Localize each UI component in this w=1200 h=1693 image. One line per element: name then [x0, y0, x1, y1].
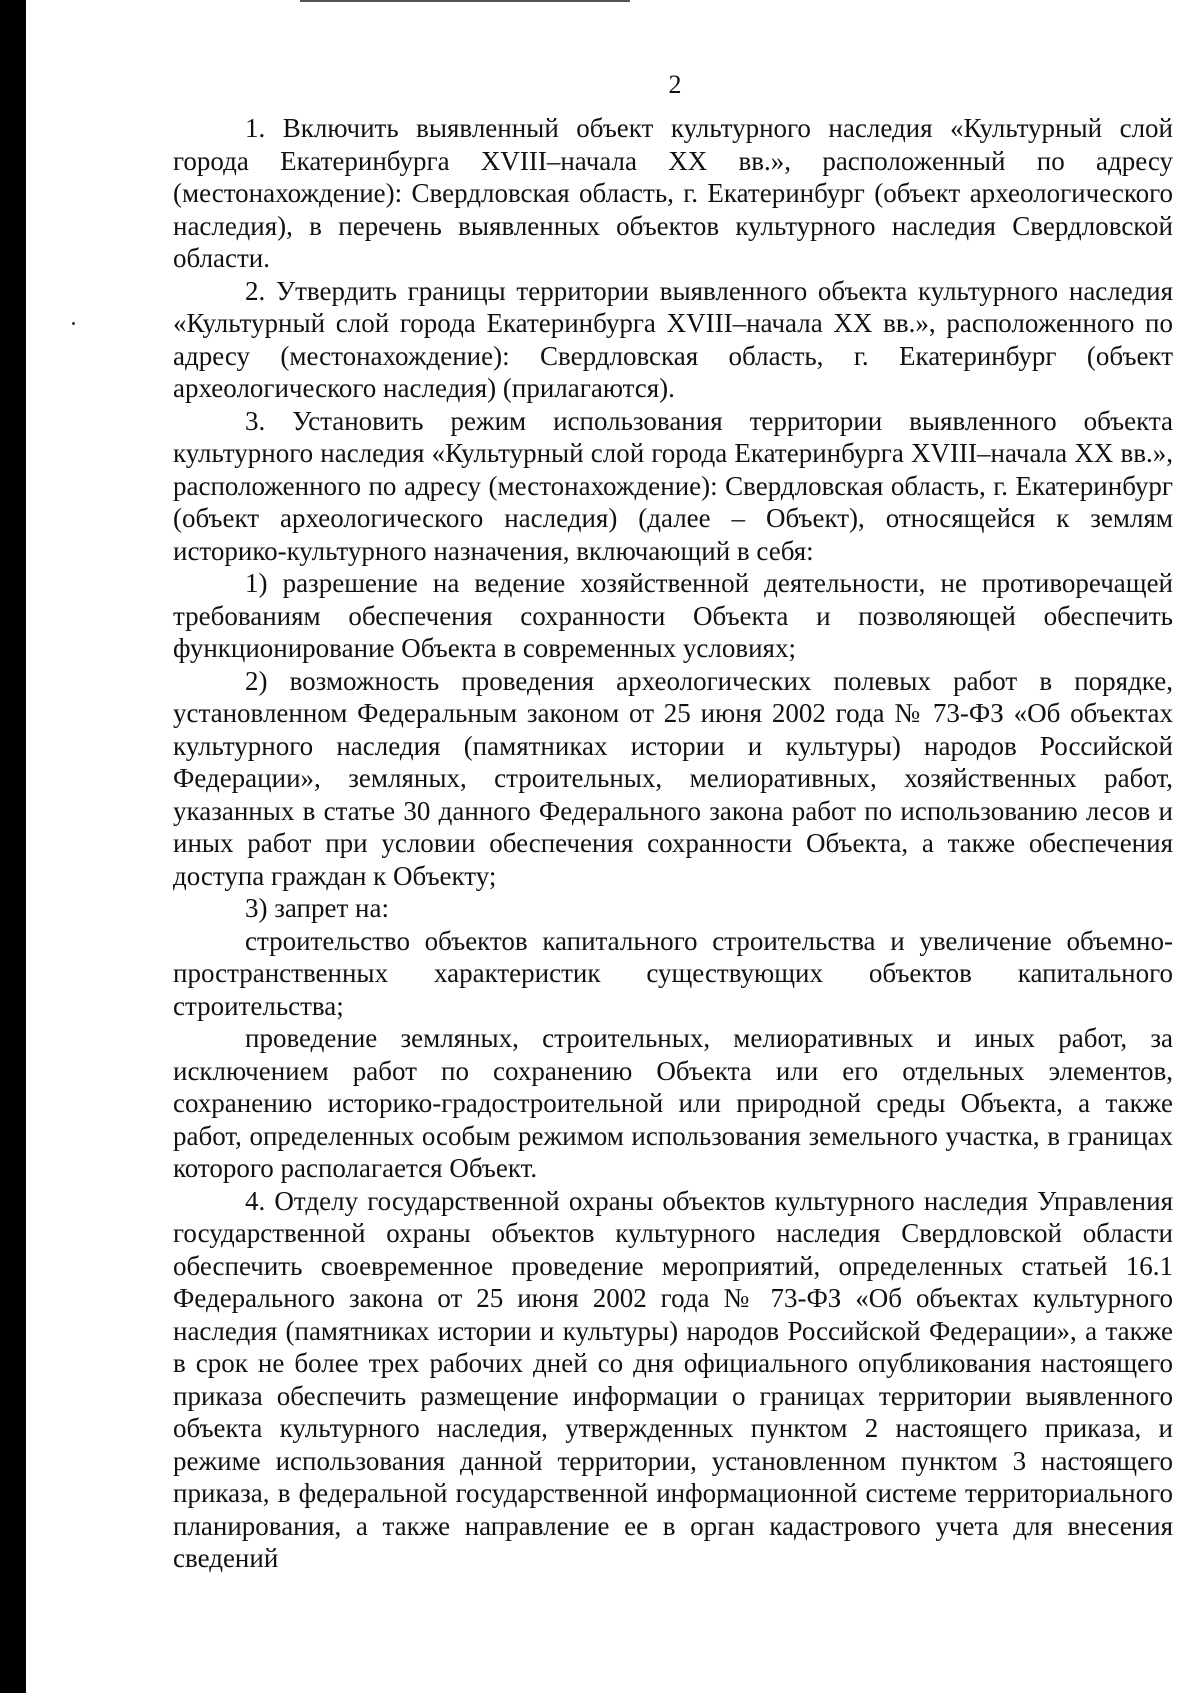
- scan-speck: [72, 322, 75, 325]
- paragraph-item-4: 4. Отделу государственной охраны объектов культурного наследия Управления государственной охраны объектов культурного наследия Свердловской области обеспечить своевременное проведение мероприятий, определенных статьей 16.1 Федерального закона от 25 июня 2002 года № 73-ФЗ «Об объектах культурного наследия (памятниках истории и культуры) народов Российской Федерации», а также в срок не более трех рабочих дней со дня официального опубликования настоящего приказа обеспечить размещение информации о границах территории выявленного объекта культурного наследия, утвержденных пунктом 2 настоящего приказа, и режиме использования данной территории, установленном пунктом 3 настоящего приказа, в федеральной государственной информационной системе территориального планирования, а также направление ее в орган кадастрового учета для внесения сведений: [173, 1185, 1173, 1573]
- document-body: [173, 112, 1173, 1575]
- paragraph-prohibition-1: строительство объектов капитального строительства и увеличение объемно-пространственных характеристик существующих объектов капитального строительства;: [173, 925, 1173, 1021]
- page-number: 2: [668, 70, 682, 99]
- scan-edge: [0, 0, 26, 1693]
- paragraph-subitem-2: 2) возможность проведения археологических полевых работ в порядке, установленном Федеральным законом от 25 июня 2002 года № 73-ФЗ «Об объектах культурного наследия (памятниках истории и культуры) народов Российской Федерации», земляных, строительных, мелиоративных, хозяйственных работ, указанных в статье 30 данного Федерального закона работ по использованию лесов и иных работ при условии обеспечения сохранности Объекта, а также обеспечения доступа граждан к Объекту;: [173, 665, 1173, 891]
- paragraph-subitem-1: 1) разрешение на ведение хозяйственной деятельности, не противоречащей требованиям обеспечения сохранности Объекта и позволяющей обеспечить функционирование Объекта в современных условиях;: [173, 568, 1173, 663]
- paragraph-item-1: 1. Включить выявленный объект культурного наследия «Культурный слой города Екатеринбурга XVIII–начала XX вв.», расположенный по адресу (местонахождение): Свердловская область, г. Екатеринбург (объект археологического наследия), в перечень выявленных объектов культурного наследия Свердловской области.: [173, 113, 1173, 273]
- paragraph-prohibition-2: проведение земляных, строительных, мелиоративных и иных работ, за исключением работ по сохранению Объекта или его отдельных элементов, сохранению историко-градостроительной или природной среды Объекта, а также работ, определенных особым режимом использования земельного участка, в границах которого располагается Объект.: [173, 1023, 1173, 1183]
- scan-artifact-line: [300, 0, 630, 2]
- paragraph-subitem-3: 3) запрет на:: [245, 893, 389, 923]
- paragraph-item-2: 2. Утвердить границы территории выявленного объекта культурного наследия «Культурный слой города Екатеринбурга XVIII–начала XX вв.», расположенного по адресу (местонахождение): Свердловская область, г. Екатеринбург (объект археологического наследия) (прилагаются).: [173, 275, 1173, 403]
- paragraph-item-3: 3. Установить режим использования территории выявленного объекта культурного наследия «Культурный слой города Екатеринбурга XVIII–начала XX вв.», расположенного по адресу (местонахождение): Свердловская область, г. Екатеринбург (объект археологического наследия) (далее – Объект), относящейся к землям историко-культурного назначения, включающий в себя:: [173, 405, 1173, 566]
